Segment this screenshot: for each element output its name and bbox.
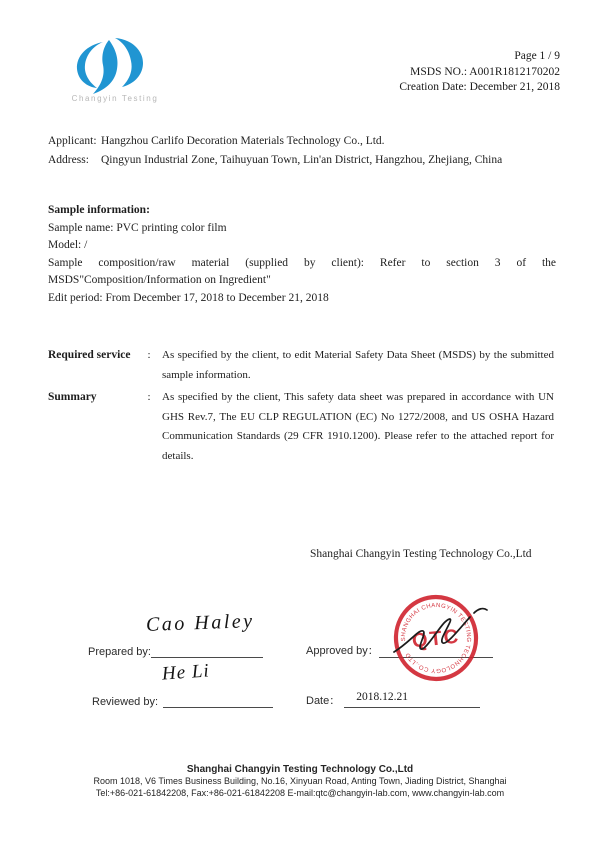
summary-text: As specified by the client, This safety data sheet was prepared in accordance with UN GHS Rev.7, The EU CLP REGULATION (EC) No 1272/2008, and US OSHA Hazard Communication Standards (29 CFR 1910.1200). Please refer to the attached report for details. <box>162 391 554 462</box>
prepared-by-label: Prepared by: <box>88 646 151 658</box>
reviewed-signature-line <box>163 691 273 708</box>
prepared-signature: Cao Haley <box>145 610 255 636</box>
footer-contact: Tel:+86-021-61842208, Fax:+86-021-61842208 E-mail:qtc@changyin-lab.com, www.changyin-lab.com <box>95 787 505 798</box>
required-service-colon: : <box>147 349 151 361</box>
date-label: Date： <box>306 695 341 707</box>
model-line: Model: / <box>48 239 88 252</box>
date-value: 2018.12.21 <box>344 691 480 708</box>
applicant-block <box>48 135 556 173</box>
approved-by-label: Approved by： <box>306 645 379 657</box>
stamp-ring-text: SHANGHAI CHANGYIN TESTING TECHNOLOGY CO.,LTD <box>400 602 472 674</box>
reviewed-by-label: Reviewed by: <box>92 696 159 708</box>
summary-section <box>48 388 554 466</box>
required-service-label: Required service <box>48 349 131 361</box>
required-service-section <box>48 346 554 385</box>
applicant-row <box>48 135 556 147</box>
address-value: Qingyun Industrial Zone, Taihuyuan Town, Lin'an District, Hangzhou, Zhejiang, China <box>101 154 503 166</box>
sample-composition-line: Sample composition/raw material (supplied by client): Refer to section 3 of the MSDS"Composition/Information on Ingredient" <box>48 256 556 287</box>
prepared-signature-line <box>151 641 263 658</box>
footer-address: Room 1018, V6 Times Business Building, No.16, Xinyuan Road, Anting Town, Jiading District, Shanghai <box>93 776 507 786</box>
prepared-by-row <box>88 641 263 658</box>
sample-name-line: Sample name: PVC printing color film <box>48 221 227 234</box>
summary-label: Summary <box>48 391 97 403</box>
edit-period-line: Edit period: From December 17, 2018 to December 21, 2018 <box>48 291 329 304</box>
company-stamp <box>388 592 500 687</box>
footer <box>0 764 600 800</box>
address-label: Address: <box>48 154 89 166</box>
applicant-value: Hangzhou Carlifo Decoration Materials Technology Co., Ltd. <box>101 135 385 147</box>
document-info-block <box>399 49 560 96</box>
address-row <box>48 154 556 166</box>
changyin-logo <box>52 36 178 103</box>
page-number: Page 1 / 9 <box>514 50 560 62</box>
reviewed-signature: He Li <box>161 660 211 685</box>
date-row <box>306 691 480 708</box>
required-service-text: As specified by the client, to edit Material Safety Data Sheet (MSDS) by the submitted sample information. <box>162 349 554 381</box>
summary-colon: : <box>147 391 151 403</box>
footer-company-name: Shanghai Changyin Testing Technology Co.,Ltd <box>186 764 414 775</box>
reviewed-by-row <box>92 691 273 708</box>
sample-information-heading: Sample information: <box>48 204 150 216</box>
logo-caption: Changyin Testing <box>71 94 159 103</box>
changyin-logo-icon <box>63 36 167 94</box>
creation-date: Creation Date: December 21, 2018 <box>399 81 560 93</box>
stamp-center-text: QTC <box>410 625 462 653</box>
msds-number: MSDS NO.: A001R1812170202 <box>410 65 560 78</box>
applicant-label: Applicant: <box>48 135 97 147</box>
issuing-company-line: Shanghai Changyin Testing Technology Co.,Ltd <box>310 548 532 560</box>
sample-information-block <box>48 202 556 308</box>
